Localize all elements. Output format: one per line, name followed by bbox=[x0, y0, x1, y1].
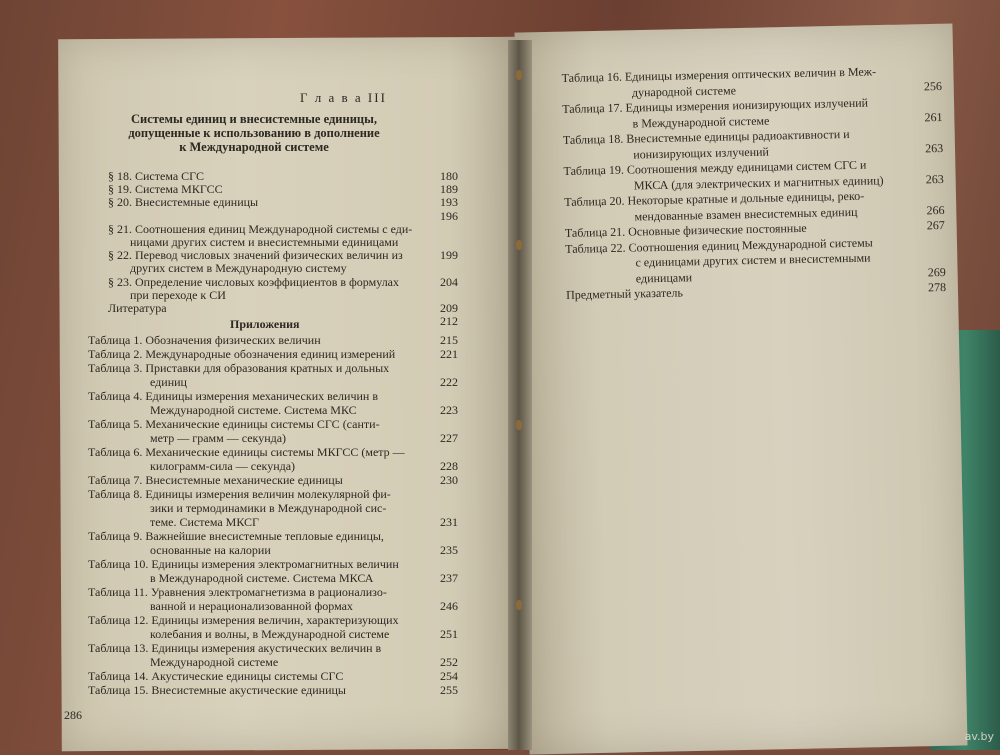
toc-entry-label: в Международной системе bbox=[632, 113, 770, 131]
toc-entry-label: Таблица 8. Единицы измерения величин молекулярной фи- bbox=[88, 487, 391, 501]
toc-entry-page: 189 bbox=[440, 182, 458, 197]
toc-entry-page: 231 bbox=[440, 515, 458, 529]
toc-entry-label: дународной системе bbox=[631, 82, 737, 100]
watermark: av.by bbox=[964, 730, 994, 743]
toc-entry-page: 252 bbox=[440, 655, 458, 669]
toc-entry-page: 254 bbox=[440, 669, 458, 683]
toc-entry-label: Таблица 15. Внесистемные акустические единицы bbox=[88, 683, 346, 697]
toc-entry-label: § 21. Соотношения единиц Международной системы с еди- bbox=[108, 221, 413, 236]
toc-entry-page: 256 bbox=[923, 78, 943, 93]
toc-entry-page: 263 bbox=[925, 140, 944, 155]
toc-entry-page: 235 bbox=[440, 543, 458, 557]
toc-entry-label: Таблица 5. Механические единицы системы СГС (санти- bbox=[88, 417, 380, 431]
heading-line: допущенные к использованию в дополнение bbox=[128, 126, 380, 140]
toc-entry-label: Таблица 14. Акустические единицы системы СГС bbox=[88, 669, 344, 683]
toc-entry-label: Таблица 13. Единицы измерения акустических величин в bbox=[88, 641, 382, 655]
toc-entry-label: основанные на калории bbox=[150, 543, 271, 557]
toc-entry-label: теме. Система МКСГ bbox=[150, 515, 259, 529]
toc-entry-page: 230 bbox=[440, 473, 458, 487]
toc-entry-page: 227 bbox=[440, 431, 458, 445]
toc-entry-label: в Международной системе. Система МКСА bbox=[150, 571, 374, 585]
toc-entry-label: ванной и нерационализованной формах bbox=[150, 599, 353, 613]
toc-entry-page: 209 bbox=[440, 301, 458, 315]
toc-entry-label: § 22. Перевод числовых значений физических величин из bbox=[108, 248, 403, 263]
toc-entry-label: Международной системе. Система МКС bbox=[150, 403, 357, 417]
toc-entry-label: Предметный указатель bbox=[566, 285, 684, 302]
toc-entry-label: § 20. Внесистемные единицы bbox=[108, 195, 259, 210]
binding-stitch bbox=[516, 240, 522, 250]
toc-entry-label: Таблица 18. Внесистемные единицы радиоактивности и bbox=[562, 126, 850, 147]
toc-entry-label: ницами других систем и внесистемными единицами bbox=[130, 235, 399, 249]
toc-entry-page: 196 bbox=[440, 208, 458, 223]
toc-entry-page: 255 bbox=[440, 683, 458, 697]
toc-entry-page: 221 bbox=[440, 347, 458, 361]
toc-entry-page: 278 bbox=[927, 279, 947, 295]
toc-entry-label: метр — грамм — секунда) bbox=[150, 431, 287, 445]
toc-entry-label: Таблица 12. Единицы измерения величин, характеризующих bbox=[88, 613, 399, 627]
toc-entry-label: с единицами других систем и внесистемными bbox=[635, 250, 871, 270]
toc-entry-label: Таблица 4. Единицы измерения механических величин в bbox=[88, 389, 378, 403]
page-number: 286 bbox=[64, 708, 82, 722]
toc-entry-label: Таблица 2. Международные обозначения единиц измерений bbox=[88, 347, 396, 361]
toc-entry-label: других систем в Международную систему bbox=[130, 261, 347, 276]
chapter-title: Г л а в а III bbox=[300, 90, 387, 105]
toc-entry-page: 204 bbox=[440, 274, 458, 289]
toc-entry-label: Таблица 6. Механические единицы системы МКГСС (метр — bbox=[88, 445, 405, 459]
toc-entry-label: Таблица 1. Обозначения физических величин bbox=[88, 333, 321, 347]
toc-entry-label: Таблица 7. Внесистемные механические единицы bbox=[88, 473, 343, 487]
toc-entry-label: зики и термодинамики в Международной сис- bbox=[150, 501, 387, 515]
toc-entry-page: 180 bbox=[440, 169, 458, 183]
toc-entry-page: 251 bbox=[440, 627, 458, 641]
appendix-title: Приложения bbox=[230, 317, 300, 331]
toc-entry-page: 193 bbox=[440, 195, 458, 210]
toc-entry-page: 212 bbox=[440, 314, 458, 329]
toc-entry-page: 263 bbox=[925, 171, 944, 186]
binding-stitch bbox=[516, 600, 522, 610]
toc-entry-label: мендованные взамен внесистемных единиц bbox=[634, 204, 858, 223]
toc-entry-label: Таблица 21. Основные физические постоянные bbox=[564, 220, 807, 240]
toc-entry-page: 267 bbox=[926, 217, 945, 233]
toc-entry-label: Таблица 17. Единицы измерения ионизирующих излучений bbox=[562, 95, 869, 116]
toc-entry-label: Таблица 19. Соотношения между единицами систем СГС и bbox=[563, 157, 867, 178]
toc-entry-label: Таблица 3. Приставки для образования кратных и дольных bbox=[88, 361, 390, 375]
toc-entry-page: 228 bbox=[440, 459, 458, 473]
toc-entry-page: 269 bbox=[927, 264, 946, 279]
toc-entry-label: § 19. Система МКГСС bbox=[108, 182, 223, 197]
toc-entry-label: ионизирующих излучений bbox=[633, 144, 770, 161]
toc-entry-page: 246 bbox=[440, 599, 458, 613]
toc-entry-page: 237 bbox=[440, 571, 458, 585]
toc-entry-label: § 23. Определение числовых коэффициентов в формулах bbox=[108, 274, 400, 289]
toc-entry-page: 199 bbox=[440, 248, 458, 263]
binding-stitch bbox=[516, 420, 522, 430]
toc-entry-label: Литература bbox=[108, 301, 167, 315]
toc-entry-page: 215 bbox=[440, 333, 458, 347]
toc-entry-label: колебания и волны, в Международной системе bbox=[150, 627, 390, 641]
toc-entry-page: 223 bbox=[440, 403, 458, 417]
binding-stitch bbox=[516, 70, 522, 80]
heading-line: Системы единиц и внесистемные единицы, bbox=[130, 112, 378, 126]
toc-entry-page: 261 bbox=[924, 109, 943, 124]
toc-entry-label: Таблица 16. Единицы измерения оптических величин в Меж- bbox=[561, 64, 877, 85]
toc-entry-page: 222 bbox=[440, 375, 458, 389]
toc-entry-label: § 18. Система СГС bbox=[108, 169, 204, 183]
book-spine-gutter bbox=[508, 40, 532, 750]
toc-entry-label: при переходе к СИ bbox=[130, 287, 226, 302]
toc-entry-label: Международной системе bbox=[150, 655, 279, 669]
toc-entry-label: единицами bbox=[635, 269, 693, 285]
toc-entry-label: килограмм-сила — секунда) bbox=[150, 459, 296, 473]
toc-entry-label: Таблица 10. Единицы измерения электромагнитных величин bbox=[88, 557, 399, 571]
toc-entry-label: единиц bbox=[150, 375, 187, 389]
toc-entry-label: Таблица 11. Уравнения электромагнетизма в рационализо- bbox=[88, 585, 387, 599]
toc-entry-label: Таблица 20. Некоторые кратные и дольные единицы, реко- bbox=[564, 188, 865, 209]
toc-entry-page: 266 bbox=[926, 202, 945, 217]
section-heading bbox=[104, 112, 404, 154]
toc-entry-label: МКСА (для электрических и магнитных единиц) bbox=[633, 172, 884, 192]
toc-entry-label: Таблица 22. Соотношения единиц Международной системы bbox=[565, 235, 873, 256]
toc-entry-label: Таблица 9. Важнейшие внесистемные тепловые единицы, bbox=[88, 529, 384, 543]
heading-line: к Международной системе bbox=[179, 140, 329, 154]
